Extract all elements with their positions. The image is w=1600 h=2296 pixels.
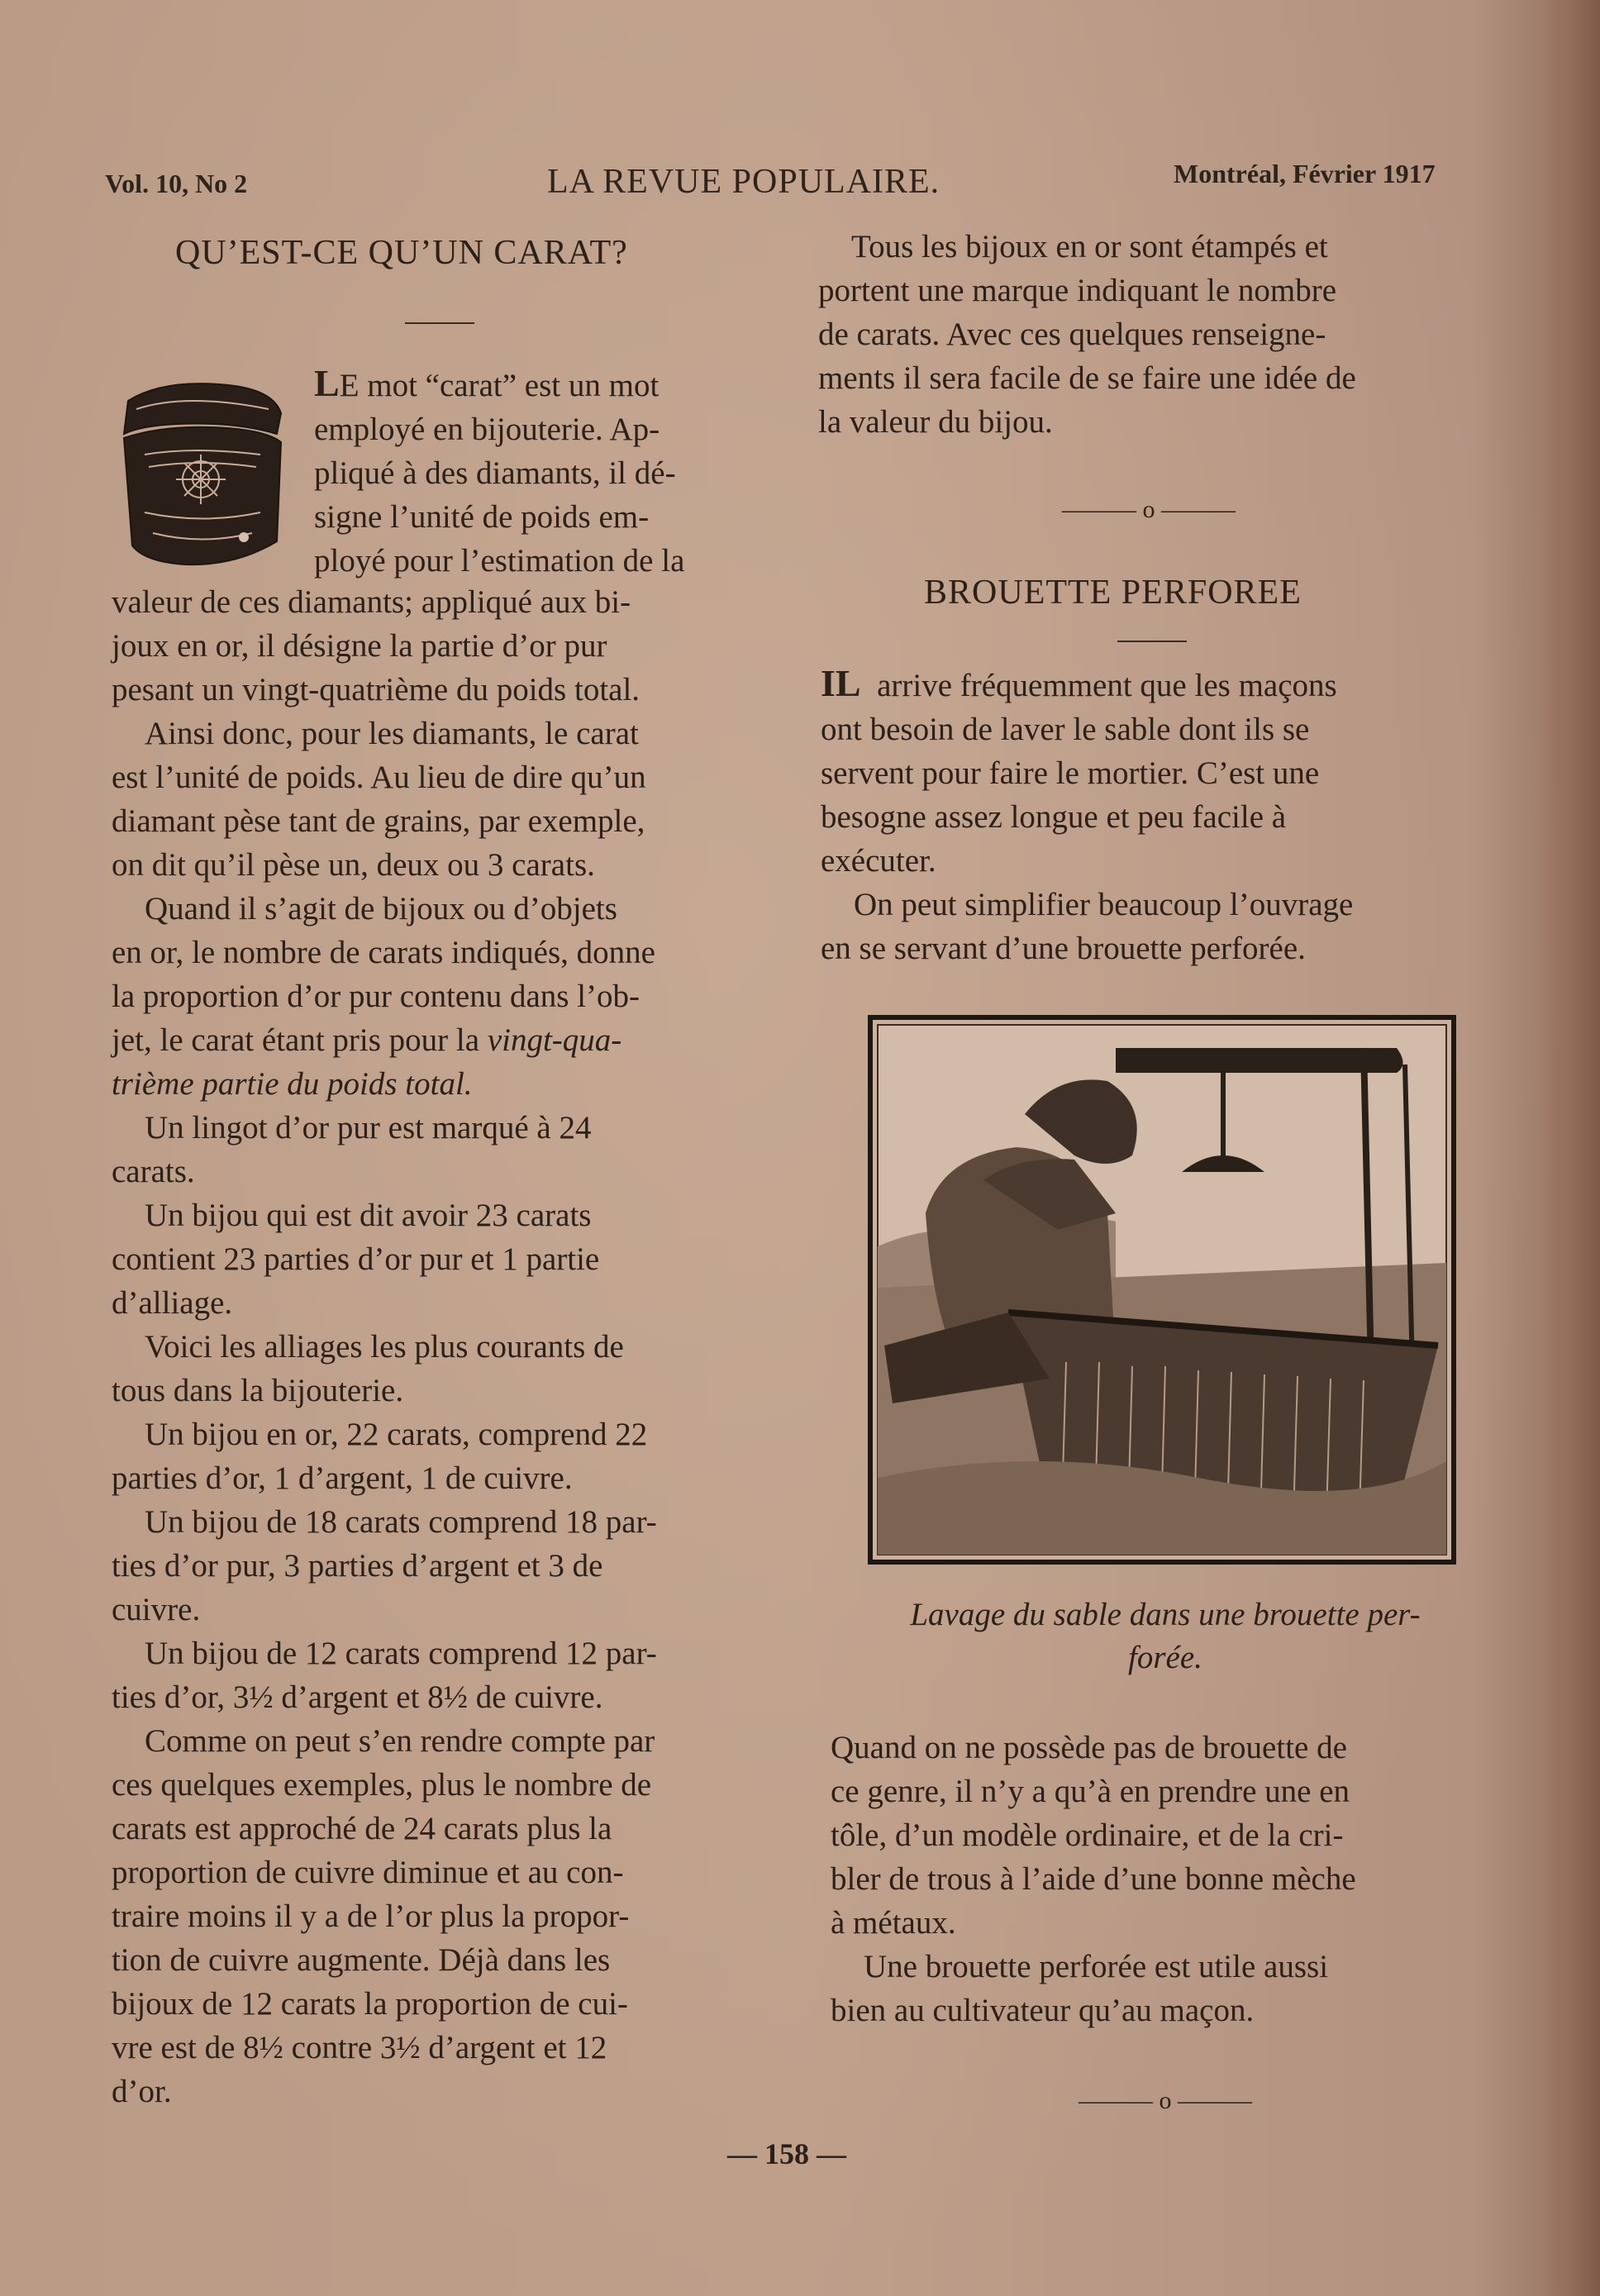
photo-caption xyxy=(814,1593,1517,1679)
article-carat-body xyxy=(112,580,783,2113)
text-line: Un bijou en or, 22 carats, comprend 22 xyxy=(145,1417,648,1452)
text-line: ties d’or pur, 3 parties d’argent et 3 de xyxy=(112,1548,603,1584)
text-line: carats est approché de 24 carats plus la xyxy=(112,1811,612,1846)
text-line: Quand il s’agit de bijoux ou d’objets xyxy=(145,891,617,926)
text-line: Un bijou de 12 carats comprend 12 par- xyxy=(145,1636,657,1671)
text-line: de carats. Avec ces quelques renseigne- xyxy=(818,317,1326,352)
text-line: ces quelques exemples, plus le nombre de xyxy=(112,1767,652,1803)
text-line: d’or. xyxy=(112,2074,172,2109)
text-line: ties d’or, 3½ d’argent et 8½ de cuivre. xyxy=(112,1679,603,1715)
place-date: Montréal, Février 1917 xyxy=(1174,159,1436,188)
text-line: vre est de 8½ contre 3½ d’argent et 12 xyxy=(112,2030,607,2065)
text-line: IL arrive fréquemment que les maçons xyxy=(821,662,1337,704)
text-line: tôle, d’un modèle ordinaire, et de la cri- xyxy=(831,1817,1344,1853)
text-line: bijoux de 12 carats la proportion de cui- xyxy=(112,1986,628,2022)
text-line: Comme on peut s’en rendre compte par xyxy=(145,1723,655,1759)
caption-line: Lavage du sable dans une brouette per- xyxy=(910,1597,1421,1632)
text-line: trième partie du poids total. xyxy=(112,1066,473,1102)
text-line: on dit qu’il pèse un, deux ou 3 carats. xyxy=(112,847,595,883)
title-rule xyxy=(1117,641,1187,642)
text-line: pliqué à des diamants, il dé- xyxy=(314,455,676,491)
wheelbarrow-photo xyxy=(868,1015,1456,1565)
text-line: tion de cuivre augmente. Déjà dans les xyxy=(112,1942,611,1978)
text-line: ments il sera facile de se faire une idée de xyxy=(818,360,1356,396)
text-line: besogne assez longue et peu facile à xyxy=(821,799,1287,835)
text-line: Un bijou de 18 carats comprend 18 par- xyxy=(145,1504,657,1540)
text-line: traire moins il y a de l’or plus la propor- xyxy=(112,1898,630,1934)
text-line: jet, le carat étant pris pour la vingt-qua- xyxy=(112,1022,622,1058)
dropcap: L xyxy=(314,362,340,404)
text-line: ployé pour l’estimation de la xyxy=(314,543,685,579)
text-line: d’alliage. xyxy=(112,1285,233,1321)
text-line: ont besoin de laver le sable dont ils se xyxy=(821,712,1310,747)
page-number: — 158 — xyxy=(727,2137,846,2170)
page-edge-shadow xyxy=(1542,0,1600,2296)
dropcap: IL xyxy=(821,662,861,704)
text-line: On peut simplifier beaucoup l’ouvrage xyxy=(854,887,1354,922)
text-line: en or, le nombre de carats indiqués, donne xyxy=(112,935,655,970)
article-carat-continuation xyxy=(818,225,1486,444)
text-line: Une brouette perforée est utile aussi xyxy=(864,1949,1329,1984)
text-line: Voici les alliages les plus courants de xyxy=(145,1329,624,1365)
text-line: portent une marque indiquant le nombre xyxy=(818,273,1337,308)
text-line: pesant un vingt-quatrième du poids total. xyxy=(112,672,640,707)
text-line: carats. xyxy=(112,1154,195,1189)
text-line: Un lingot d’or pur est marqué à 24 xyxy=(145,1110,592,1146)
article-title-carat: QU’EST-CE QU’UN CARAT? xyxy=(175,234,628,272)
article-brouette-intro xyxy=(821,661,1488,970)
text-line: cuivre. xyxy=(112,1592,201,1627)
text-line: Quand on ne possède pas de brouette de xyxy=(831,1730,1347,1765)
article-title-brouette: BROUETTE PERFOREE xyxy=(924,574,1302,612)
text-line: proportion de cuivre diminue et au con- xyxy=(112,1855,624,1890)
article-carat-intro xyxy=(314,361,774,583)
text-line: diamant pèse tant de grains, par exemple, xyxy=(112,803,645,839)
text-line: valeur de ces diamants; appliqué aux bi- xyxy=(112,584,631,620)
text-line: la valeur du bijou. xyxy=(818,404,1053,440)
text-line: est l’unité de poids. Au lieu de dire qu’un xyxy=(112,760,646,795)
text-line: bler de trous à l’aide d’une bonne mèche xyxy=(831,1861,1356,1897)
text-line: Un bijou qui est dit avoir 23 carats xyxy=(145,1198,592,1233)
text-line: servent pour faire le mortier. C’est une xyxy=(821,755,1320,791)
text-line: ce genre, il n’y a qu’à en prendre une en xyxy=(831,1774,1350,1809)
text-line: LE mot “carat” est un mot xyxy=(314,362,660,404)
text-line: employé en bijouterie. Ap- xyxy=(314,412,660,447)
text-line: exécuter. xyxy=(821,843,936,879)
text-line: contient 23 parties d’or pur et 1 partie xyxy=(112,1241,600,1277)
text-line: parties d’or, 1 d’argent, 1 de cuivre. xyxy=(112,1460,573,1496)
text-line: signe l’unité de poids em- xyxy=(314,499,650,535)
article-brouette-body xyxy=(831,1726,1498,2032)
journal-title: LA REVUE POPULAIRE. xyxy=(547,163,940,201)
volume-number: Vol. 10, No 2 xyxy=(105,169,248,198)
text-line: à métaux. xyxy=(831,1905,956,1941)
text-line: Tous les bijoux en or sont étampés et xyxy=(851,229,1328,264)
text-line: en se servant d’une brouette perforée. xyxy=(821,931,1306,966)
jewelry-box-illustration xyxy=(112,376,289,570)
section-separator: ——— o ——— xyxy=(1062,496,1236,523)
text-line: tous dans la bijouterie. xyxy=(112,1373,404,1408)
caption-line: forée. xyxy=(1128,1640,1202,1675)
section-separator: ——— o ——— xyxy=(1079,2087,1252,2114)
text-line: bien au cultivateur qu’au maçon. xyxy=(831,1993,1255,2028)
text-line: la proportion d’or pur contenu dans l’ob- xyxy=(112,979,640,1014)
text-line: joux en or, il désigne la partie d’or pur xyxy=(112,628,607,664)
title-rule xyxy=(405,322,474,324)
text-line: Ainsi donc, pour les diamants, le carat xyxy=(145,716,639,751)
